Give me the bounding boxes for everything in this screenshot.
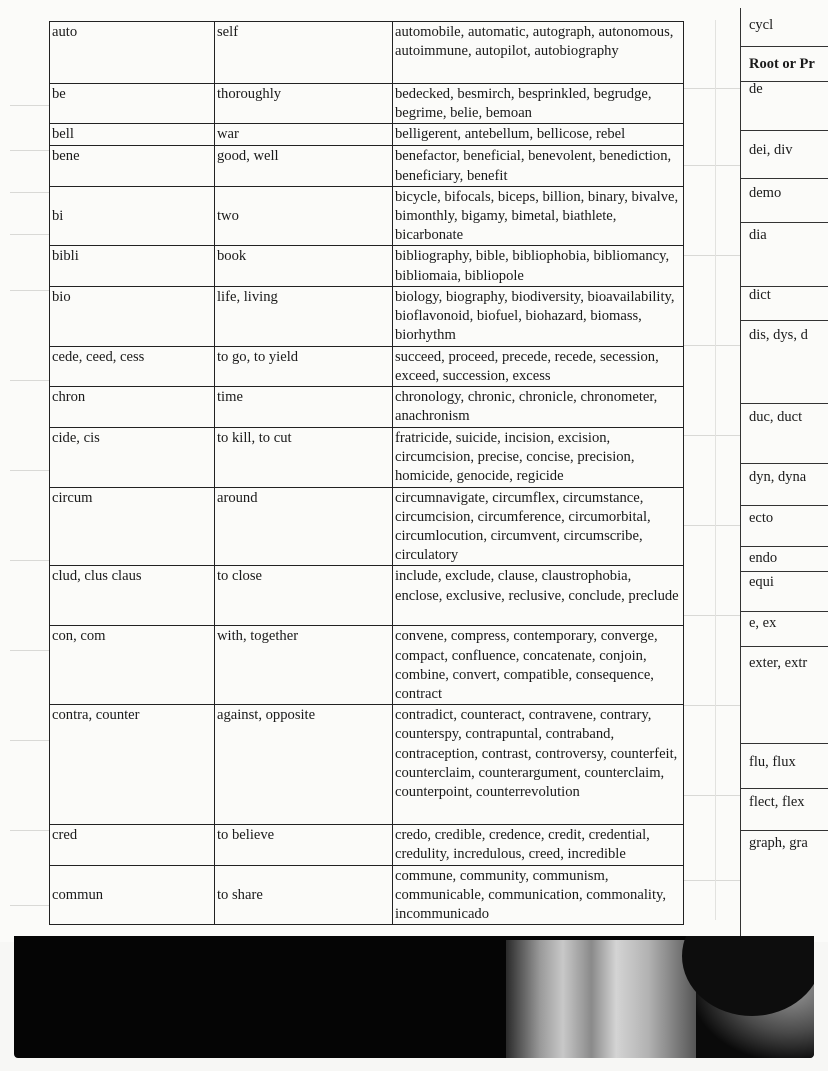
- adjacent-page: [740, 8, 828, 938]
- root-cell: chron: [50, 387, 215, 427]
- examples-cell: credo, credible, credence, credit, credential, credulity, incredulous, creed, incredible: [393, 825, 684, 865]
- root-cell: bell: [50, 124, 215, 146]
- meaning-cell: to go, to yield: [215, 346, 393, 386]
- table-row: [50, 146, 684, 186]
- meaning-cell: with, together: [215, 626, 393, 705]
- examples-cell: automobile, automatic, autograph, autonomous, autoimmune, autopilot, autobiography: [393, 22, 684, 84]
- root-cell: bio: [50, 286, 215, 346]
- adjacent-cell: dis, dys, d: [749, 327, 808, 343]
- table-row: [50, 346, 684, 386]
- meaning-cell: good, well: [215, 146, 393, 186]
- roots-table: [49, 21, 684, 925]
- adjacent-cell: demo: [749, 185, 782, 201]
- examples-cell: succeed, proceed, precede, recede, secession, exceed, succession, excess: [393, 346, 684, 386]
- table-row: [50, 865, 684, 925]
- examples-cell: bicycle, bifocals, biceps, billion, binary, bivalve, bimonthly, bigamy, bimetal, biathlete, bicarbonate: [393, 186, 684, 246]
- examples-cell: include, exclude, clause, claustrophobia, enclose, exclusive, reclusive, conclude, preclude: [393, 566, 684, 626]
- root-cell: cide, cis: [50, 427, 215, 487]
- table-row: [50, 246, 684, 286]
- examples-cell: circumnavigate, circumflex, circumstance, circumcision, circumference, circumorbital, circumlocution, circumvent, circumscribe, circulatory: [393, 487, 684, 566]
- table-row: [50, 487, 684, 566]
- meaning-cell: around: [215, 487, 393, 566]
- root-cell: auto: [50, 22, 215, 84]
- meaning-cell: to kill, to cut: [215, 427, 393, 487]
- roots-table-body: [50, 22, 684, 925]
- table-row: [50, 626, 684, 705]
- meaning-cell: life, living: [215, 286, 393, 346]
- examples-cell: fratricide, suicide, incision, excision, circumcision, precise, concise, precision, homicide, genocide, regicide: [393, 427, 684, 487]
- meaning-cell: against, opposite: [215, 705, 393, 825]
- table-row: [50, 387, 684, 427]
- root-cell: con, com: [50, 626, 215, 705]
- root-cell: bibli: [50, 246, 215, 286]
- adjacent-cell: dyn, dyna: [749, 469, 807, 485]
- examples-cell: convene, compress, contemporary, converge, compact, confluence, concatenate, conjoin, combine, convert, compatible, consequence, contract: [393, 626, 684, 705]
- root-cell: circum: [50, 487, 215, 566]
- examples-cell: chronology, chronic, chronicle, chronometer, anachronism: [393, 387, 684, 427]
- meaning-cell: self: [215, 22, 393, 84]
- root-cell: clud, clus claus: [50, 566, 215, 626]
- adjacent-cell: dict: [749, 287, 771, 303]
- adjacent-cell: ecto: [749, 510, 774, 526]
- adjacent-cell: flect, flex: [749, 794, 805, 810]
- adjacent-cell: dia: [749, 227, 767, 243]
- adjacent-cell: equi: [749, 574, 774, 590]
- table-row: [50, 286, 684, 346]
- root-cell: contra, counter: [50, 705, 215, 825]
- table-row: [50, 825, 684, 865]
- root-cell: be: [50, 84, 215, 124]
- adjacent-cell: duc, duct: [749, 409, 803, 425]
- examples-cell: benefactor, beneficial, benevolent, benediction, beneficiary, benefit: [393, 146, 684, 186]
- examples-cell: commune, community, communism, communicable, communication, commonality, incommunicado: [393, 865, 684, 925]
- adjacent-cell: flu, flux: [749, 754, 796, 770]
- root-cell: cede, ceed, cess: [50, 346, 215, 386]
- meaning-cell: war: [215, 124, 393, 146]
- examples-cell: bibliography, bible, bibliophobia, bibliomancy, bibliomaia, bibliopole: [393, 246, 684, 286]
- table-row: [50, 566, 684, 626]
- table-row: [50, 186, 684, 246]
- table-row: [50, 124, 684, 146]
- table-row: [50, 427, 684, 487]
- meaning-cell: two: [215, 186, 393, 246]
- examples-cell: bedecked, besmirch, besprinkled, begrudge, begrime, belie, bemoan: [393, 84, 684, 124]
- root-cell: commun: [50, 865, 215, 925]
- adjacent-cell: exter, extr: [749, 655, 808, 671]
- root-cell: bene: [50, 146, 215, 186]
- scan-background-photo: [14, 936, 814, 1058]
- adjacent-cell: graph, gra: [749, 835, 808, 851]
- meaning-cell: to believe: [215, 825, 393, 865]
- root-cell: cred: [50, 825, 215, 865]
- adjacent-header: Root or Pr: [749, 56, 815, 72]
- root-cell: bi: [50, 186, 215, 246]
- table-row: [50, 22, 684, 84]
- adjacent-cell: de: [749, 81, 763, 97]
- meaning-cell: time: [215, 387, 393, 427]
- meaning-cell: book: [215, 246, 393, 286]
- meaning-cell: to close: [215, 566, 393, 626]
- meaning-cell: to share: [215, 865, 393, 925]
- examples-cell: biology, biography, biodiversity, bioavailability, bioflavonoid, biofuel, biohazard, biomass, biorhythm: [393, 286, 684, 346]
- adjacent-cell: cycl: [749, 17, 774, 33]
- table-row: [50, 705, 684, 825]
- adjacent-cell: endo: [749, 550, 778, 566]
- table-row: [50, 84, 684, 124]
- meaning-cell: thoroughly: [215, 84, 393, 124]
- adjacent-cell: dei, div: [749, 142, 793, 158]
- examples-cell: belligerent, antebellum, bellicose, rebel: [393, 124, 684, 146]
- adjacent-cell: e, ex: [749, 615, 777, 631]
- examples-cell: contradict, counteract, contravene, contrary, counterspy, contrapuntal, contraband, contraception, contrast, controversy, counterfeit, counterclaim, counterargument, counterclaim, counterpoint, counterrevolution: [393, 705, 684, 825]
